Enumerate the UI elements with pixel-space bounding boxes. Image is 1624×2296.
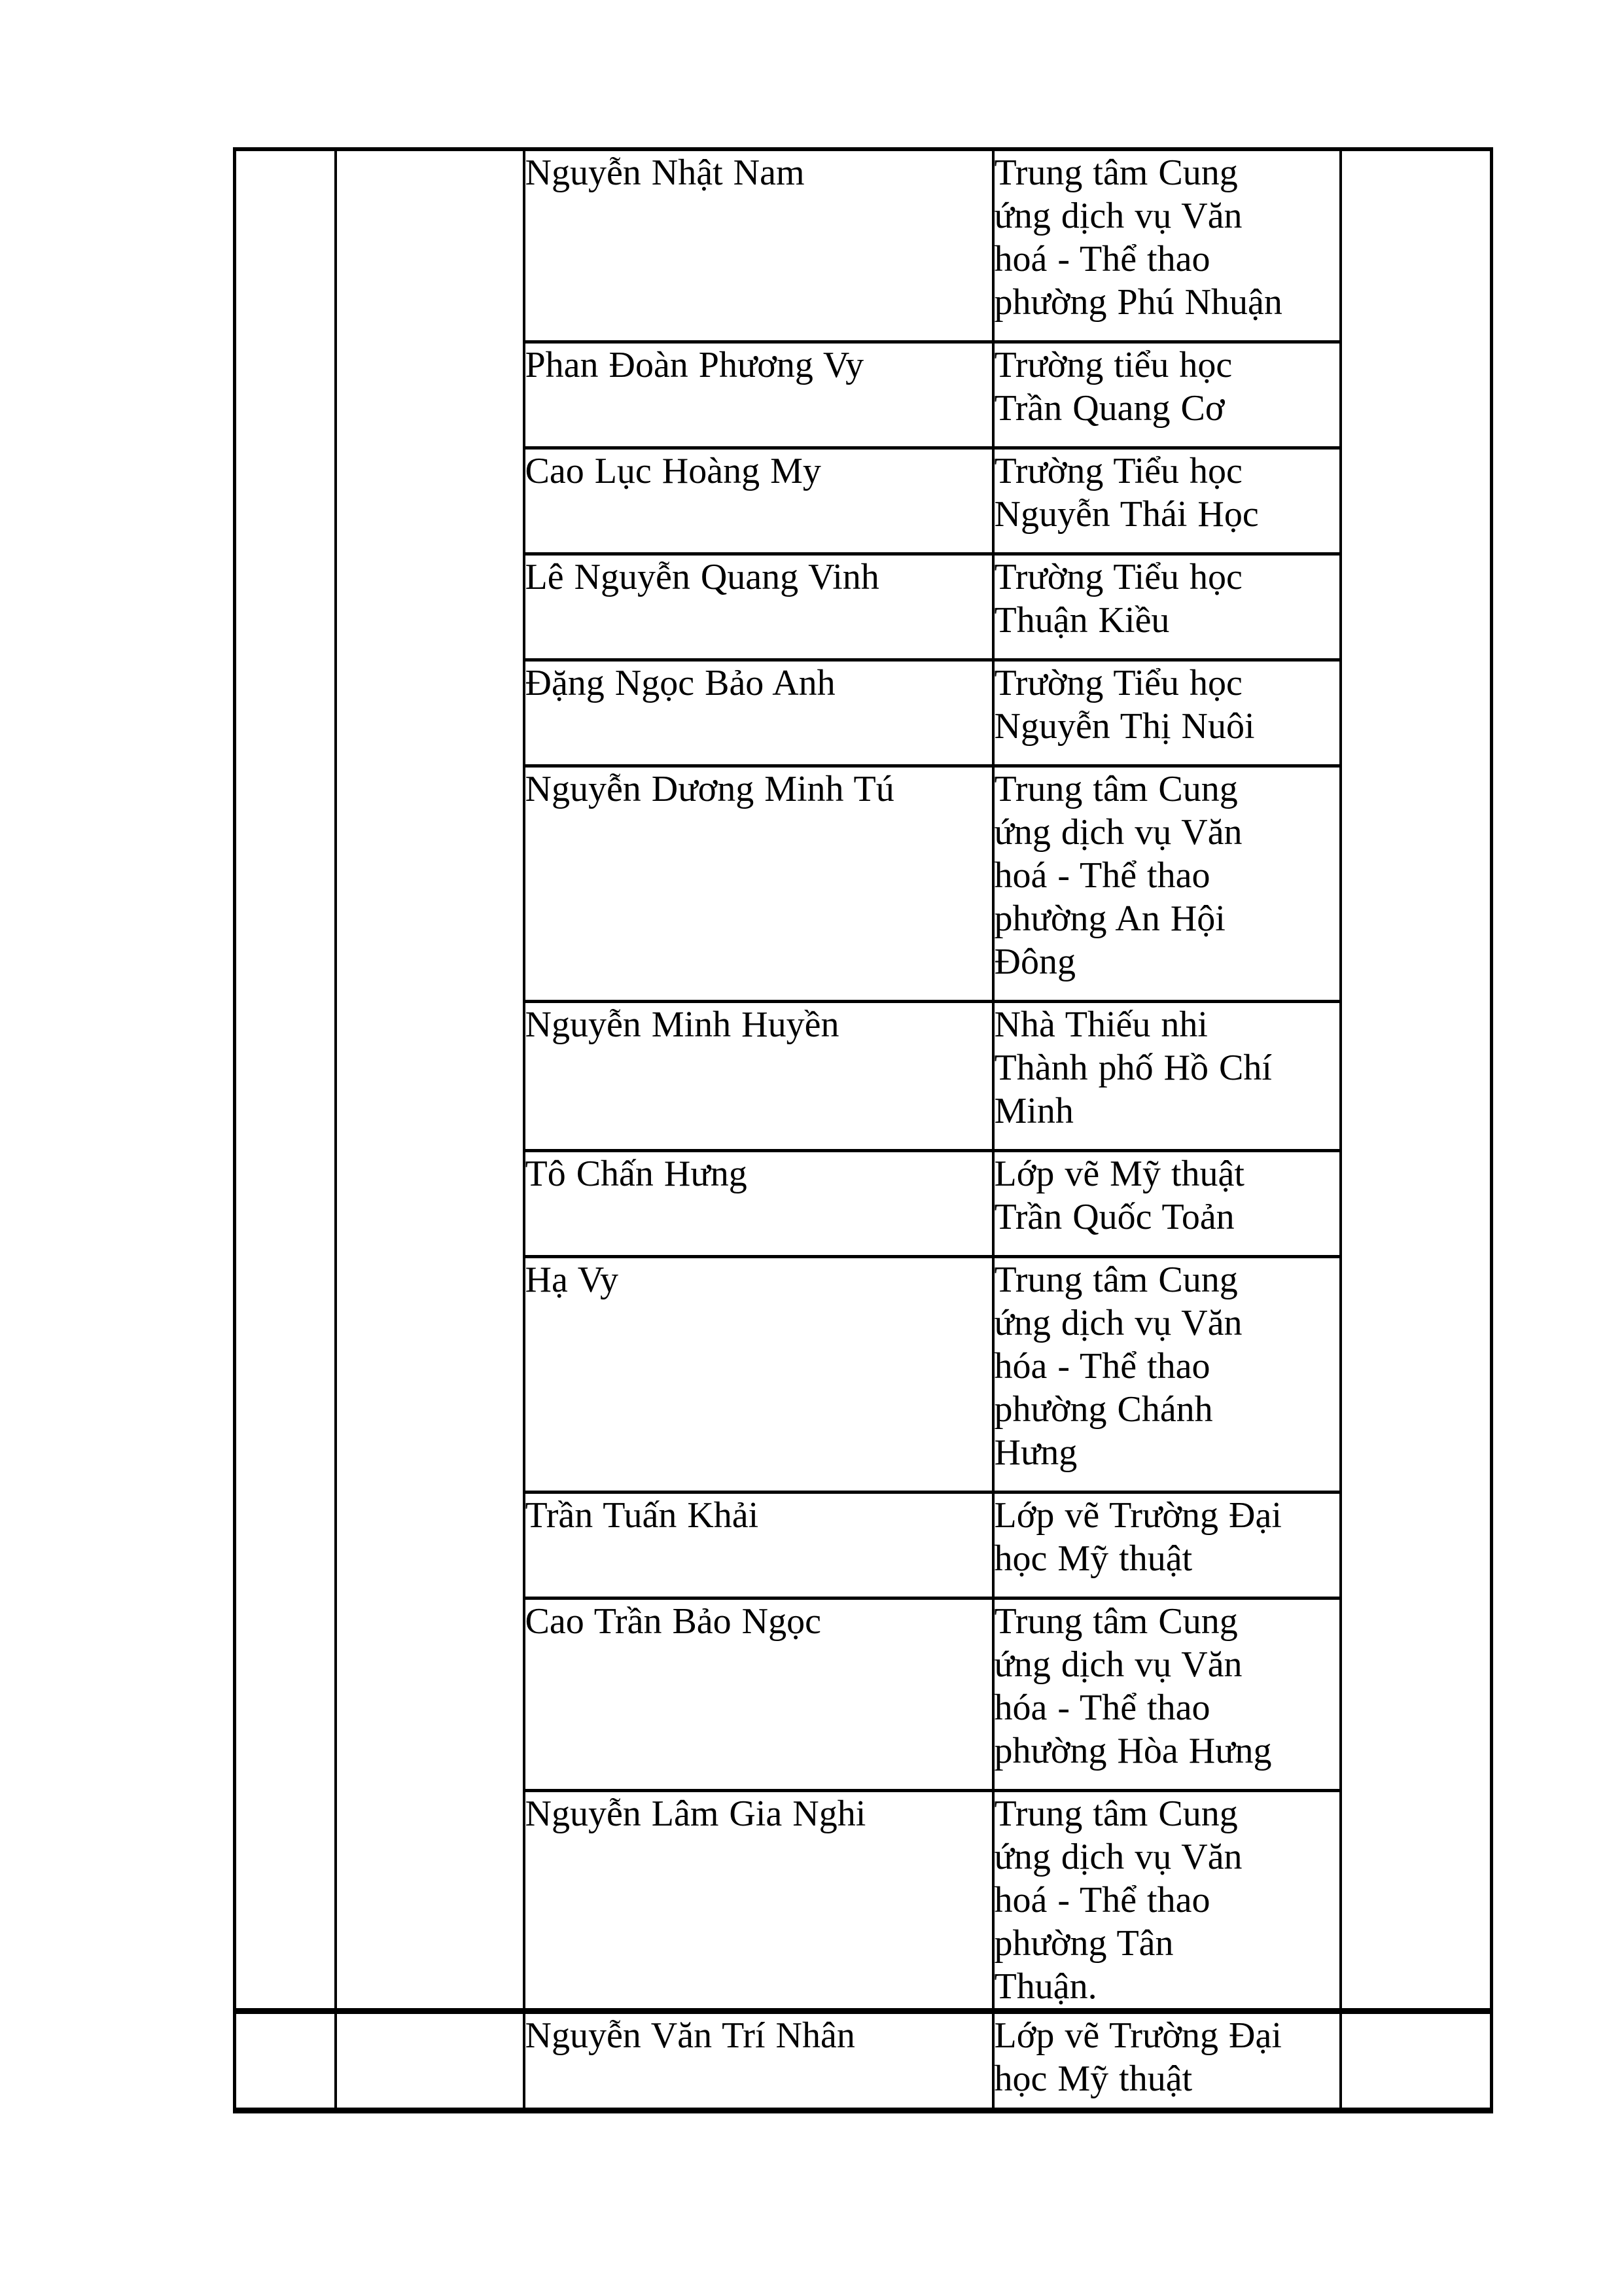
note-column-cell [1341, 149, 1492, 2011]
institution-cell [993, 448, 1341, 554]
institution: Lớp vẽ Mỹ thuật Trần Quốc Toản [994, 1153, 1244, 1237]
institution-cell [993, 2011, 1341, 2110]
student-name: Đặng Ngọc Bảo Anh [525, 662, 836, 703]
student-name: Nguyễn Minh Huyền [525, 1004, 839, 1045]
index-column-cell [235, 2011, 336, 2110]
institution-cell [993, 1001, 1341, 1150]
student-name-cell [524, 149, 993, 342]
category-column-cell [336, 2011, 524, 2110]
student-name-cell [524, 1598, 993, 1790]
student-name: Nguyễn Dương Minh Tú [525, 768, 894, 809]
institution-cell [993, 660, 1341, 766]
student-name-cell [524, 1492, 993, 1598]
awards-table [233, 147, 1493, 2113]
student-name: Lê Nguyễn Quang Vinh [525, 556, 879, 597]
student-name-cell [524, 766, 993, 1001]
student-name-cell [524, 660, 993, 766]
category-column-cell [336, 149, 524, 2011]
institution: Trường tiểu học Trần Quang Cơ [994, 344, 1233, 429]
student-name-cell [524, 554, 993, 660]
institution: Nhà Thiếu nhi Thành phố Hồ Chí Minh [994, 1004, 1272, 1131]
student-name: Phan Đoàn Phương Vy [525, 344, 864, 385]
index-column-cell [235, 149, 336, 2011]
institution-cell [993, 1598, 1341, 1790]
institution: Trung tâm Cung ứng dịch vụ Văn hóa - Thể thao phường Chánh Hưng [994, 1259, 1243, 1473]
institution: Lớp vẽ Trường Đại học Mỹ thuật [994, 2015, 1282, 2099]
institution: Trung tâm Cung ứng dịch vụ Văn hoá - Thể thao phường Phú Nhuận [994, 152, 1282, 323]
institution: Trung tâm Cung ứng dịch vụ Văn hóa - Thể thao phường Hòa Hưng [994, 1600, 1272, 1771]
student-name: Tô Chấn Hưng [525, 1153, 747, 1194]
student-name: Hạ Vy [525, 1259, 619, 1300]
institution-cell [993, 1492, 1341, 1598]
institution: Trường Tiểu học Nguyễn Thái Học [994, 450, 1259, 535]
institution: Trung tâm Cung ứng dịch vụ Văn hoá - Thể thao phường Tân Thuận. [994, 1793, 1243, 2007]
institution: Trung tâm Cung ứng dịch vụ Văn hoá - Thể thao phường An Hội Đông [994, 768, 1243, 982]
student-name-cell [524, 1001, 993, 1150]
institution: Trường Tiểu học Nguyễn Thị Nuôi [994, 662, 1255, 747]
student-name-cell [524, 448, 993, 554]
institution-cell [993, 342, 1341, 448]
student-name: Nguyễn Nhật Nam [525, 152, 805, 193]
student-name: Nguyễn Lâm Gia Nghi [525, 1793, 866, 1834]
student-name-cell [524, 342, 993, 448]
student-name-cell [524, 1150, 993, 1256]
institution: Lớp vẽ Trường Đại học Mỹ thuật [994, 1494, 1282, 1579]
note-column-cell [1341, 2011, 1492, 2110]
institution: Trường Tiểu học Thuận Kiều [994, 556, 1243, 641]
student-name: Trần Tuấn Khải [525, 1494, 759, 1536]
student-name-cell [524, 1256, 993, 1492]
student-name: Cao Trần Bảo Ngọc [525, 1600, 821, 1642]
institution-cell [993, 1256, 1341, 1492]
institution-cell [993, 766, 1341, 1001]
institution-cell [993, 149, 1341, 342]
student-name: Cao Lục Hoàng My [525, 450, 821, 491]
student-name-cell [524, 2011, 993, 2110]
student-name-cell [524, 1790, 993, 2011]
institution-cell [993, 1150, 1341, 1256]
institution-cell [993, 554, 1341, 660]
institution-cell [993, 1790, 1341, 2011]
student-name: Nguyễn Văn Trí Nhân [525, 2015, 855, 2056]
